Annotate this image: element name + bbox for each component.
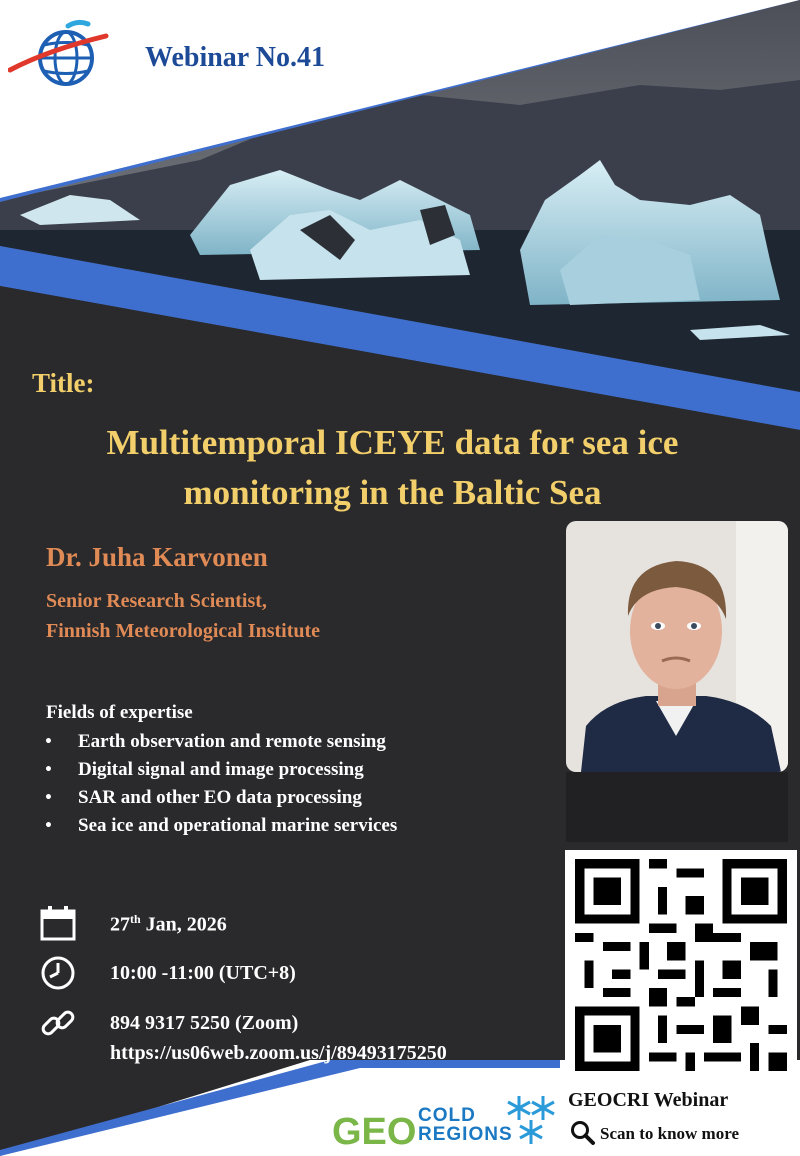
list-item: • Digital signal and image processing <box>44 756 397 784</box>
bullet-icon: • <box>44 818 53 834</box>
title-label: Title: <box>32 368 95 398</box>
geo-logo <box>330 1108 418 1150</box>
globe-logo <box>8 18 112 90</box>
link-icon <box>40 1005 76 1041</box>
clock-icon <box>40 955 76 991</box>
event-time: 10:00 -11:00 (UTC+8) <box>110 962 296 984</box>
webinar-number: Webinar No.41 <box>145 42 325 73</box>
geo-logo-text: GEO <box>332 1111 417 1150</box>
speaker-affiliation <box>46 586 320 646</box>
meeting-id: 894 9317 5250 (Zoom) <box>110 1012 299 1034</box>
talk-title <box>20 418 765 518</box>
expertise-heading: Fields of expertise <box>46 702 193 723</box>
talk-title-line1: Multitemporal ICEYE data for sea ice <box>106 423 679 462</box>
zoom-link[interactable]: https://us06web.zoom.us/j/89493175250 <box>110 1042 447 1064</box>
qr-title: GEOCRI Webinar <box>568 1089 729 1111</box>
speaker-role: Senior Research Scientist, <box>46 590 267 612</box>
bullet-icon: • <box>44 762 53 778</box>
list-item: • Sea ice and operational marine services <box>44 812 397 840</box>
snowflake-icon <box>505 1092 557 1148</box>
event-date: 27th Jan, 2026 <box>110 912 227 936</box>
expertise-list <box>44 728 397 840</box>
cold-regions-text: COLD REGIONS <box>418 1105 513 1145</box>
list-item: • Earth observation and remote sensing <box>44 728 397 756</box>
bullet-icon: • <box>44 734 53 750</box>
qr-code[interactable] <box>565 850 797 1080</box>
speaker-institute: Finnish Meteorological Institute <box>46 620 321 642</box>
talk-title-line2: monitoring in the Baltic Sea <box>183 473 602 512</box>
speaker-name: Dr. Juha Karvonen <box>46 542 268 572</box>
speaker-photo <box>566 521 788 772</box>
search-icon <box>570 1120 596 1146</box>
bullet-icon: • <box>44 790 53 806</box>
qr-caption: Scan to know more <box>600 1124 739 1143</box>
list-item: • SAR and other EO data processing <box>44 784 397 812</box>
calendar-icon <box>40 905 76 941</box>
